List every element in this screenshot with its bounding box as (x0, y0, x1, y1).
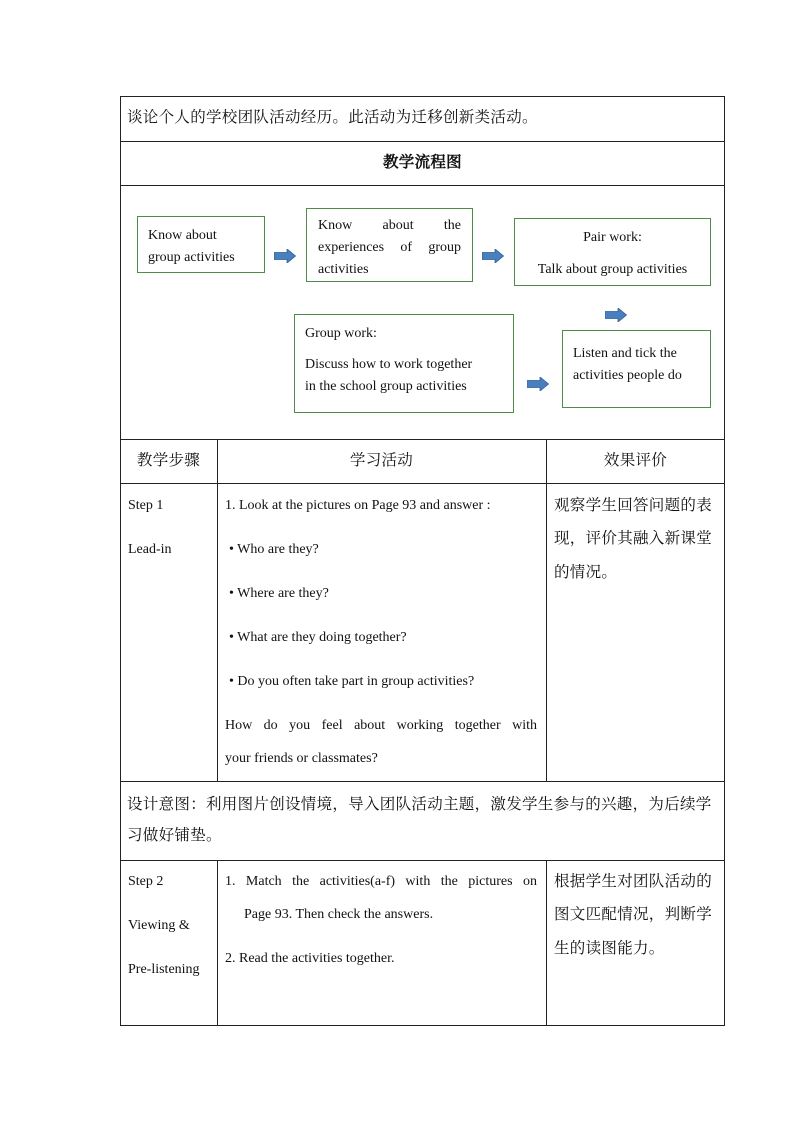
step1-question-line1: How do you feel about working together with (225, 718, 537, 733)
flow-box-listen-tick-line1: Listen and tick the (573, 346, 677, 361)
table-border-left (120, 96, 121, 1026)
step1-bullet-2: • Where are they? (229, 586, 329, 601)
step2-item1-line2: Page 93. Then check the answers. (244, 907, 434, 922)
flow-box-group-work-line1: Group work: (305, 326, 377, 341)
flow-box-listen-tick-line2: activities people do (573, 368, 682, 383)
step1-bullet-3: • What are they doing together? (229, 630, 407, 645)
row-divider-6 (120, 860, 725, 861)
flow-box-pair-work-line1: Pair work: (583, 230, 642, 245)
flow-box-know-about (137, 216, 265, 273)
step1-name: Lead-in (128, 542, 172, 557)
flow-box-know-about-line1: Know about (148, 228, 217, 243)
table-border-right (724, 96, 725, 1026)
step2-item1-line1: 1. Match the activities(a-f) with the pictures on (225, 874, 537, 889)
flow-box-listen-tick (562, 330, 711, 408)
arrow-right-icon (274, 249, 296, 263)
flow-box-know-about-line2: group activities (148, 250, 235, 265)
row-divider-5 (120, 781, 725, 782)
row-divider-2 (120, 185, 725, 186)
step1-evaluation-line3: 的情况。 (554, 564, 618, 581)
flow-box-group-work-line2: Discuss how to work together (305, 357, 473, 372)
design-intent-line1: 设计意图：利用图片创设情境，导入团队活动主题，激发学生参与的兴趣，为后续学 (127, 796, 712, 813)
flow-box-experiences (306, 208, 473, 282)
col-divider-1a (217, 439, 218, 781)
step2-evaluation-line3: 生的读图能力。 (554, 940, 665, 957)
flow-box-group-work-line3: in the school group activities (305, 379, 467, 394)
table-border-top (120, 96, 725, 97)
flow-box-experiences-line3: activities (318, 262, 369, 277)
row-divider-1 (120, 141, 725, 142)
step2-name-line1: Viewing & (128, 918, 190, 933)
flow-box-experiences-line1: Know about the (318, 218, 461, 233)
table-border-bottom (120, 1025, 725, 1026)
step2-name-line2: Pre-listening (128, 962, 200, 977)
col-divider-2b (546, 860, 547, 1025)
header-teaching-steps: 教学步骤 (136, 452, 201, 469)
flow-box-experiences-line2: experiences of group (318, 240, 461, 255)
arrow-right-icon (605, 308, 627, 322)
step2-number: Step 2 (128, 874, 164, 889)
step2-evaluation-line2: 图文匹配情况，判断学 (554, 906, 713, 923)
step1-activity-intro: 1. Look at the pictures on Page 93 and answer : (225, 498, 491, 513)
arrow-right-icon (482, 249, 504, 263)
step1-bullet-1: • Who are they? (229, 542, 319, 557)
design-intent-line2: 习做好铺垫。 (127, 827, 222, 844)
step1-question-line2: your friends or classmates? (225, 751, 378, 766)
flow-box-pair-work (514, 218, 711, 286)
flow-box-pair-work-line2: Talk about group activities (537, 262, 688, 277)
header-evaluation: 效果评价 (603, 452, 668, 469)
col-divider-1b (217, 860, 218, 1025)
row-divider-3 (120, 439, 725, 440)
arrow-right-icon (527, 377, 549, 391)
step1-number: Step 1 (128, 498, 164, 513)
step1-evaluation-line2: 现，评价其融入新课堂 (554, 530, 713, 547)
header-learning-activities: 学习活动 (349, 452, 414, 469)
step2-evaluation-line1: 根据学生对团队活动的 (554, 873, 713, 890)
step2-item2: 2. Read the activities together. (225, 951, 395, 966)
col-divider-2a (546, 439, 547, 781)
flow-box-group-work (294, 314, 514, 413)
intro-text: 谈论个人的学校团队活动经历。此活动为迁移创新类活动。 (127, 109, 538, 126)
row-divider-4 (120, 483, 725, 484)
step1-bullet-4: • Do you often take part in group activities? (229, 674, 475, 689)
step1-evaluation-line1: 观察学生回答问题的表 (554, 497, 713, 514)
flow-title: 教学流程图 (382, 154, 462, 171)
